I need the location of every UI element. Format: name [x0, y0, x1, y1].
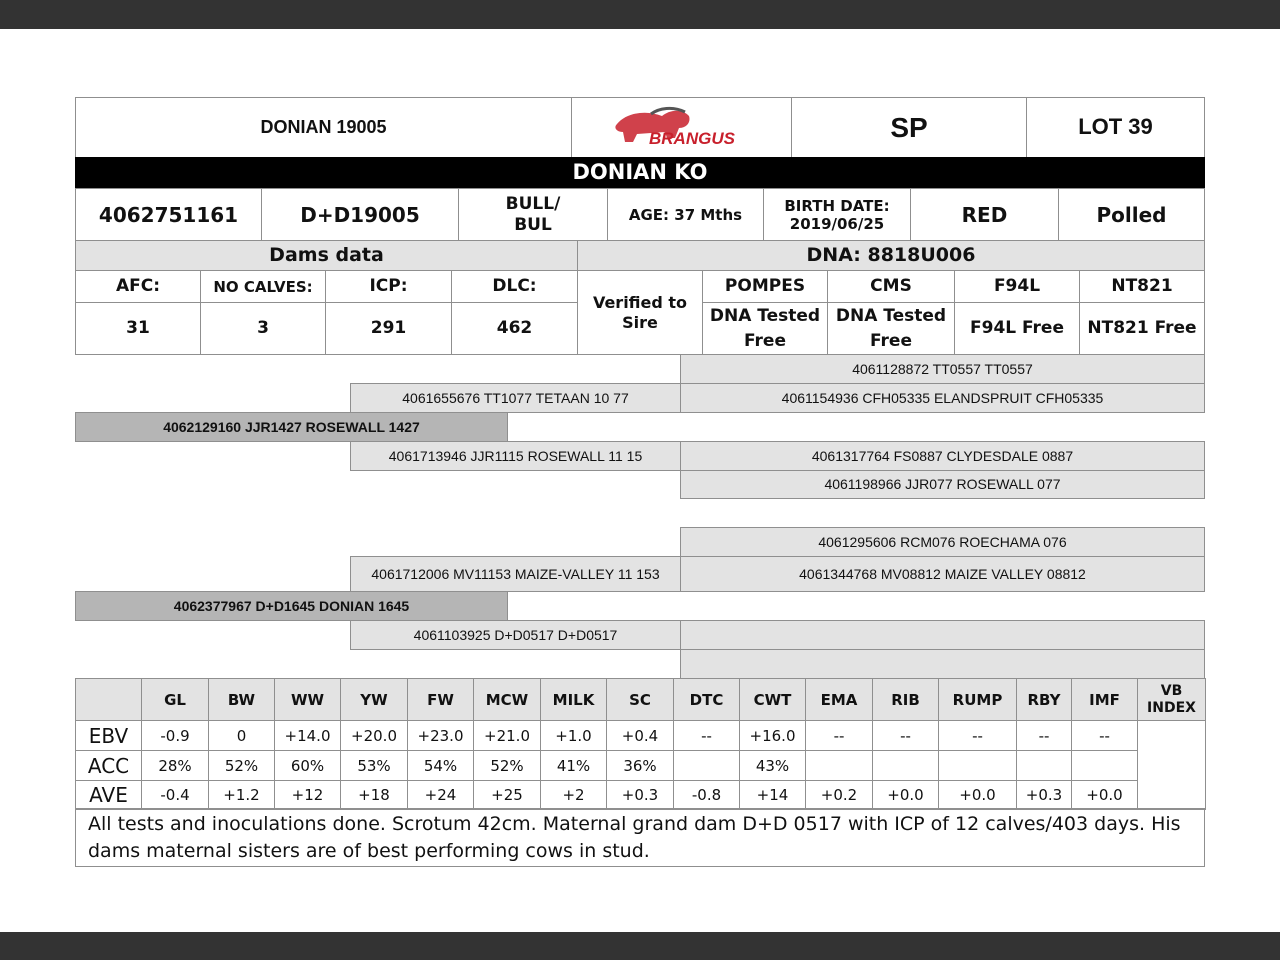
- ebv-value-cell: 60%: [274, 750, 341, 781]
- brangus-logo: [571, 97, 792, 158]
- animal-code: DONIAN 19005: [75, 97, 572, 158]
- dna-test-name: F94L: [954, 270, 1080, 303]
- ebv-value-cell: 43%: [739, 750, 806, 781]
- ebv-value-cell: +14.0: [274, 720, 341, 751]
- ebv-value-cell: 53%: [340, 750, 408, 781]
- afc-value: 31: [75, 302, 201, 355]
- ebv-value-cell: +0.0: [1071, 780, 1138, 810]
- comments: All tests and inoculations done. Scrotum 42cm. Maternal grand dam D+D 0517 with ICP of 12 calves/403 days. His dams maternal sisters are of best performing cows in stud.: [75, 808, 1205, 867]
- ebv-column-header: RUMP: [938, 678, 1017, 721]
- ebv-column-header: WW: [274, 678, 341, 721]
- ebv-value-cell: +25: [473, 780, 541, 810]
- ebv-value-cell: --: [1071, 720, 1138, 751]
- ebv-value-cell: --: [872, 720, 939, 751]
- pedigree-sire-dam: 4061713946 JJR1115 ROSEWALL 11 15: [350, 441, 681, 471]
- pedigree-sire-sire: 4061655676 TT1077 TETAAN 10 77: [350, 383, 681, 413]
- ebv-value-cell: 0: [208, 720, 275, 751]
- animal-id: 4062751161: [75, 188, 262, 241]
- ebv-value-cell: +0.2: [805, 780, 873, 810]
- lot-label: LOT 39: [1026, 97, 1205, 158]
- ebv-column-header: IMF: [1071, 678, 1138, 721]
- pedigree-dam-dam-sire: [680, 620, 1205, 650]
- pedigree-sire-sire-sire: 4061128872 TT0557 TT0557: [680, 354, 1205, 384]
- ebv-column-header: DTC: [673, 678, 740, 721]
- ebv-value-cell: +12: [274, 780, 341, 810]
- ebv-value-cell: -0.4: [141, 780, 209, 810]
- ebv-value-cell: [938, 750, 1017, 781]
- ebv-value-cell: +21.0: [473, 720, 541, 751]
- pedigree-dam-sire-sire: 4061295606 RCM076 ROECHAMA 076: [680, 527, 1205, 557]
- ebv-column-header: FW: [407, 678, 474, 721]
- class-label: SP: [791, 97, 1027, 158]
- color-label: RED: [910, 188, 1059, 241]
- registration-number: D+D19005: [261, 188, 459, 241]
- ebv-value-cell: --: [805, 720, 873, 751]
- pedigree-dam-dam-dam: [680, 649, 1205, 679]
- dna-test-result: DNA Tested Free: [827, 302, 955, 355]
- horn-status: Polled: [1058, 188, 1205, 241]
- ebv-value-cell: +0.0: [872, 780, 939, 810]
- ebv-value-cell: [872, 750, 939, 781]
- ebv-column-header: MILK: [540, 678, 607, 721]
- ebv-value-cell: +16.0: [739, 720, 806, 751]
- ebv-column-header: GL: [141, 678, 209, 721]
- ebv-value-cell: --: [673, 720, 740, 751]
- birth-date: BIRTH DATE: 2019/06/25: [763, 188, 911, 241]
- ebv-value-cell: +18: [340, 780, 408, 810]
- pedigree-dam-sire: 4061712006 MV11153 MAIZE-VALLEY 11 153: [350, 556, 681, 592]
- ebv-value-cell: +20.0: [340, 720, 408, 751]
- dlc-label: DLC:: [451, 270, 578, 303]
- ebv-value-cell: +14: [739, 780, 806, 810]
- ebv-row-label: ACC: [75, 750, 142, 781]
- pedigree-dam: 4062377967 D+D1645 DONIAN 1645: [75, 591, 508, 621]
- ebv-value-cell: --: [1016, 720, 1072, 751]
- pedigree-dam-dam: 4061103925 D+D0517 D+D0517: [350, 620, 681, 650]
- dams-data-title: Dams data: [75, 240, 578, 271]
- ebv-value-cell: +1.2: [208, 780, 275, 810]
- ebv-value-cell: +0.0: [938, 780, 1017, 810]
- dna-test-result: F94L Free: [954, 302, 1080, 355]
- dna-title: DNA: 8818U006: [577, 240, 1205, 271]
- dna-test-result: DNA Tested Free: [702, 302, 828, 355]
- ebv-value-cell: [673, 750, 740, 781]
- ebv-column-header: MCW: [473, 678, 541, 721]
- ebv-value-cell: 36%: [606, 750, 674, 781]
- top-frame-bar: [0, 0, 1280, 29]
- ebv-column-header: CWT: [739, 678, 806, 721]
- vb-index-value: [1137, 720, 1206, 810]
- ebv-value-cell: 41%: [540, 750, 607, 781]
- icp-label: ICP:: [325, 270, 452, 303]
- pedigree-sire: 4062129160 JJR1427 ROSEWALL 1427: [75, 412, 508, 442]
- icp-value: 291: [325, 302, 452, 355]
- ebv-column-header: RIB: [872, 678, 939, 721]
- brangus-logo-text: BRANGUS: [648, 128, 735, 148]
- ebv-value-cell: +2: [540, 780, 607, 810]
- ebv-value-cell: [805, 750, 873, 781]
- ebv-column-header: BW: [208, 678, 275, 721]
- pedigree-sire-dam-sire: 4061317764 FS0887 CLYDESDALE 0887: [680, 441, 1205, 471]
- pedigree-sire-dam-dam: 4061198966 JJR077 ROSEWALL 077: [680, 470, 1205, 499]
- ebv-column-header: YW: [340, 678, 408, 721]
- ebv-value-cell: [1071, 750, 1138, 781]
- ebv-value-cell: +0.3: [606, 780, 674, 810]
- ebv-row-label: EBV: [75, 720, 142, 751]
- ebv-row-label: AVE: [75, 780, 142, 810]
- dna-test-name: POMPES: [702, 270, 828, 303]
- ebv-value-cell: 54%: [407, 750, 474, 781]
- dlc-value: 462: [451, 302, 578, 355]
- ebv-value-cell: +1.0: [540, 720, 607, 751]
- ebv-column-header: SC: [606, 678, 674, 721]
- bottom-frame-bar: [0, 932, 1280, 960]
- no-calves-label: NO CALVES:: [200, 270, 326, 303]
- brangus-logo-image: [607, 104, 757, 152]
- ebv-value-cell: [1016, 750, 1072, 781]
- animal-name-bar: DONIAN KO: [75, 157, 1205, 189]
- ebv-value-cell: -0.8: [673, 780, 740, 810]
- no-calves-value: 3: [200, 302, 326, 355]
- dna-test-name: NT821: [1079, 270, 1205, 303]
- ebv-value-cell: 52%: [208, 750, 275, 781]
- ebv-value-cell: +23.0: [407, 720, 474, 751]
- ebv-value-cell: --: [938, 720, 1017, 751]
- ebv-value-cell: 28%: [141, 750, 209, 781]
- pedigree-sire-sire-dam: 4061154936 CFH05335 ELANDSPRUIT CFH05335: [680, 383, 1205, 413]
- ebv-value-cell: 52%: [473, 750, 541, 781]
- dna-test-name: CMS: [827, 270, 955, 303]
- ebv-column-header: EMA: [805, 678, 873, 721]
- sex-label: BULL/ BUL: [458, 188, 608, 241]
- afc-label: AFC:: [75, 270, 201, 303]
- age-label: AGE: 37 Mths: [607, 188, 764, 241]
- verified-to-sire: Verified to Sire: [577, 270, 703, 355]
- ebv-value-cell: +0.3: [1016, 780, 1072, 810]
- ebv-corner-cell: [75, 678, 142, 721]
- ebv-column-header: RBY: [1016, 678, 1072, 721]
- ebv-value-cell: +0.4: [606, 720, 674, 751]
- ebv-value-cell: -0.9: [141, 720, 209, 751]
- dna-test-result: NT821 Free: [1079, 302, 1205, 355]
- ebv-value-cell: +24: [407, 780, 474, 810]
- pedigree-dam-sire-dam: 4061344768 MV08812 MAIZE VALLEY 08812: [680, 556, 1205, 592]
- ebv-column-header: VB INDEX: [1137, 678, 1206, 721]
